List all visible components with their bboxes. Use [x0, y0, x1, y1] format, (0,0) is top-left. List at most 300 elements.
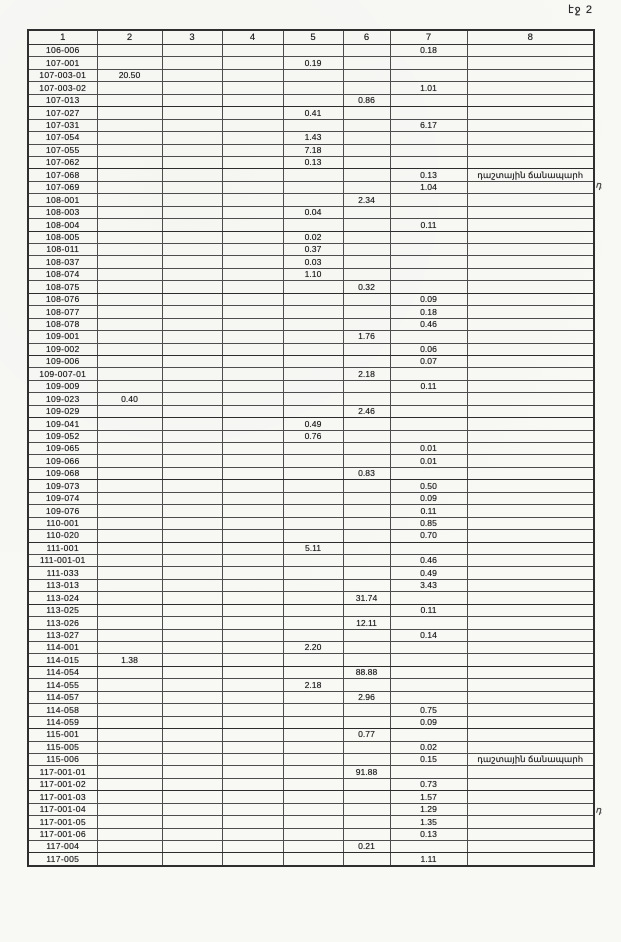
value-cell-col6	[343, 45, 390, 57]
value-cell-col6	[343, 318, 390, 330]
value-cell-col6	[343, 778, 390, 790]
value-cell-col7: 0.13	[390, 169, 467, 181]
value-cell-col5: 1.43	[283, 132, 343, 144]
value-cell-col6: 0.83	[343, 467, 390, 479]
value-cell-col3	[162, 679, 222, 691]
parcel-code: 109-066	[28, 455, 97, 467]
value-cell-col2	[97, 505, 162, 517]
value-cell-col6	[343, 181, 390, 193]
value-cell-col2	[97, 443, 162, 455]
value-cell-col7: 0.49	[390, 567, 467, 579]
value-cell-col6: 2.96	[343, 691, 390, 703]
table-row	[28, 455, 594, 467]
value-cell-col4	[222, 791, 283, 803]
value-cell-col3	[162, 144, 222, 156]
table-row	[28, 244, 594, 256]
parcel-code: 117-001-04	[28, 803, 97, 815]
value-cell-col6	[343, 418, 390, 430]
value-cell-col5	[283, 729, 343, 741]
value-cell-col5	[283, 716, 343, 728]
value-cell-col8	[467, 729, 594, 741]
value-cell-col6	[343, 505, 390, 517]
value-cell-col7	[390, 617, 467, 629]
value-cell-col6	[343, 144, 390, 156]
value-cell-col6	[343, 231, 390, 243]
value-cell-col3	[162, 691, 222, 703]
value-cell-col2	[97, 791, 162, 803]
parcel-code: 117-001-01	[28, 766, 97, 778]
value-cell-col4	[222, 480, 283, 492]
value-cell-col8	[467, 107, 594, 119]
value-cell-col8	[467, 156, 594, 168]
value-cell-col2	[97, 729, 162, 741]
value-cell-col6	[343, 629, 390, 641]
table-row	[28, 94, 594, 106]
value-cell-col8	[467, 355, 594, 367]
value-cell-col8	[467, 816, 594, 828]
table-row	[28, 355, 594, 367]
value-cell-col8	[467, 244, 594, 256]
value-cell-col8	[467, 828, 594, 840]
value-cell-col6	[343, 642, 390, 654]
value-cell-col8	[467, 82, 594, 94]
table-row	[28, 666, 594, 678]
value-cell-col7: 1.04	[390, 181, 467, 193]
value-cell-col5	[283, 443, 343, 455]
value-cell-col4	[222, 343, 283, 355]
value-cell-col5	[283, 480, 343, 492]
value-cell-col7: 0.07	[390, 355, 467, 367]
value-cell-col2	[97, 281, 162, 293]
table-row	[28, 393, 594, 405]
table-row	[28, 318, 594, 330]
table-row	[28, 144, 594, 156]
value-cell-col5: 0.19	[283, 57, 343, 69]
value-cell-col2	[97, 617, 162, 629]
value-cell-col7	[390, 331, 467, 343]
value-cell-col8	[467, 343, 594, 355]
value-cell-col4	[222, 206, 283, 218]
value-cell-col5: 0.41	[283, 107, 343, 119]
value-cell-col6	[343, 169, 390, 181]
value-cell-col6	[343, 268, 390, 280]
value-cell-col7	[390, 206, 467, 218]
value-cell-col5	[283, 69, 343, 81]
value-cell-col7	[390, 418, 467, 430]
value-cell-col8	[467, 505, 594, 517]
value-cell-col2	[97, 679, 162, 691]
table-row	[28, 119, 594, 131]
value-cell-col2	[97, 156, 162, 168]
value-cell-col4	[222, 107, 283, 119]
value-cell-col8	[467, 467, 594, 479]
value-cell-col6: 88.88	[343, 666, 390, 678]
value-cell-col7: 0.01	[390, 443, 467, 455]
value-cell-col4	[222, 554, 283, 566]
table-row	[28, 828, 594, 840]
value-cell-col4	[222, 741, 283, 753]
value-cell-col4	[222, 766, 283, 778]
parcel-code: 109-023	[28, 393, 97, 405]
value-cell-col8	[467, 679, 594, 691]
value-cell-col7: 0.11	[390, 604, 467, 616]
value-cell-col7: 6.17	[390, 119, 467, 131]
value-cell-col3	[162, 318, 222, 330]
value-cell-col6	[343, 256, 390, 268]
table-row	[28, 853, 594, 866]
value-cell-col4	[222, 82, 283, 94]
value-cell-col6	[343, 716, 390, 728]
value-cell-col3	[162, 355, 222, 367]
table-row	[28, 443, 594, 455]
value-cell-col8	[467, 604, 594, 616]
column-header-3: 3	[162, 30, 222, 45]
parcel-code: 108-005	[28, 231, 97, 243]
parcel-code: 109-007-01	[28, 368, 97, 380]
value-cell-col4	[222, 803, 283, 815]
table-row	[28, 741, 594, 753]
value-cell-col5: 0.03	[283, 256, 343, 268]
value-cell-col4	[222, 828, 283, 840]
value-cell-col5	[283, 579, 343, 591]
value-cell-col5	[283, 45, 343, 57]
table-row	[28, 729, 594, 741]
parcel-code: 107-054	[28, 132, 97, 144]
value-cell-col8	[467, 219, 594, 231]
value-cell-col6	[343, 679, 390, 691]
value-cell-col5: 1.10	[283, 268, 343, 280]
value-cell-col3	[162, 629, 222, 641]
table-row	[28, 704, 594, 716]
table-row	[28, 778, 594, 790]
value-cell-col5	[283, 380, 343, 392]
table-row	[28, 368, 594, 380]
value-cell-col2	[97, 567, 162, 579]
parcel-code: 109-076	[28, 505, 97, 517]
column-header-2: 2	[97, 30, 162, 45]
value-cell-col3	[162, 244, 222, 256]
value-cell-col3	[162, 45, 222, 57]
value-cell-col2	[97, 318, 162, 330]
value-cell-col6	[343, 132, 390, 144]
table-row	[28, 418, 594, 430]
value-cell-col4	[222, 542, 283, 554]
value-cell-col6	[343, 753, 390, 765]
value-cell-col4	[222, 579, 283, 591]
value-cell-col4	[222, 654, 283, 666]
parcel-code: 109-052	[28, 430, 97, 442]
parcel-code: 117-004	[28, 841, 97, 853]
table-row	[28, 256, 594, 268]
value-cell-col3	[162, 741, 222, 753]
table-row	[28, 82, 594, 94]
value-cell-col7: 0.13	[390, 828, 467, 840]
value-cell-col7: 0.75	[390, 704, 467, 716]
value-cell-col8	[467, 181, 594, 193]
value-cell-col2	[97, 418, 162, 430]
value-cell-col5: 2.18	[283, 679, 343, 691]
value-cell-col4	[222, 119, 283, 131]
value-cell-col3	[162, 505, 222, 517]
parcel-code: 109-073	[28, 480, 97, 492]
value-cell-col5	[283, 666, 343, 678]
value-cell-col4	[222, 144, 283, 156]
table-row	[28, 803, 594, 815]
value-cell-col4	[222, 132, 283, 144]
value-cell-col5	[283, 306, 343, 318]
parcel-code: 108-077	[28, 306, 97, 318]
value-cell-col8	[467, 405, 594, 417]
parcel-code: 107-055	[28, 144, 97, 156]
value-cell-col8	[467, 554, 594, 566]
value-cell-col5	[283, 791, 343, 803]
value-cell-col6	[343, 604, 390, 616]
value-cell-col8: դաշտային ճանապարհ	[467, 753, 594, 765]
value-cell-col8	[467, 57, 594, 69]
table-row	[28, 654, 594, 666]
value-cell-col4	[222, 853, 283, 866]
parcel-code: 114-058	[28, 704, 97, 716]
parcel-code: 117-001-03	[28, 791, 97, 803]
value-cell-col8	[467, 194, 594, 206]
value-cell-col4	[222, 642, 283, 654]
table-row	[28, 467, 594, 479]
value-cell-col6	[343, 443, 390, 455]
value-cell-col2	[97, 530, 162, 542]
value-cell-col7: 1.29	[390, 803, 467, 815]
value-cell-col2	[97, 219, 162, 231]
value-cell-col8	[467, 144, 594, 156]
value-cell-col4	[222, 443, 283, 455]
table-header-row	[28, 30, 594, 45]
parcel-code: 109-006	[28, 355, 97, 367]
parcel-code: 109-065	[28, 443, 97, 455]
value-cell-col6: 12.11	[343, 617, 390, 629]
value-cell-col3	[162, 716, 222, 728]
value-cell-col5	[283, 741, 343, 753]
value-cell-col7: 0.85	[390, 517, 467, 529]
value-cell-col8	[467, 530, 594, 542]
value-cell-col5: 0.49	[283, 418, 343, 430]
parcel-code: 107-027	[28, 107, 97, 119]
value-cell-col6	[343, 82, 390, 94]
value-cell-col7: 0.09	[390, 293, 467, 305]
value-cell-col3	[162, 841, 222, 853]
value-cell-col2	[97, 704, 162, 716]
value-cell-col8	[467, 418, 594, 430]
value-cell-col3	[162, 181, 222, 193]
value-cell-col8	[467, 393, 594, 405]
table-row	[28, 691, 594, 703]
value-cell-col4	[222, 592, 283, 604]
table-row	[28, 194, 594, 206]
value-cell-col2	[97, 293, 162, 305]
value-cell-col5	[283, 766, 343, 778]
value-cell-col7	[390, 666, 467, 678]
parcel-code: 111-033	[28, 567, 97, 579]
value-cell-col4	[222, 691, 283, 703]
table-row	[28, 57, 594, 69]
column-header-4: 4	[222, 30, 283, 45]
value-cell-col4	[222, 268, 283, 280]
value-cell-col2	[97, 629, 162, 641]
table-row	[28, 592, 594, 604]
value-cell-col5: 2.20	[283, 642, 343, 654]
value-cell-col6: 1.76	[343, 331, 390, 343]
table-row	[28, 629, 594, 641]
value-cell-col4	[222, 181, 283, 193]
value-cell-col7	[390, 107, 467, 119]
value-cell-col8	[467, 94, 594, 106]
value-cell-col5: 0.04	[283, 206, 343, 218]
value-cell-col6	[343, 57, 390, 69]
value-cell-col7: 0.14	[390, 629, 467, 641]
value-cell-col8	[467, 803, 594, 815]
table-row	[28, 579, 594, 591]
parcel-code: 107-069	[28, 181, 97, 193]
value-cell-col5	[283, 816, 343, 828]
value-cell-col6	[343, 542, 390, 554]
value-cell-col3	[162, 418, 222, 430]
value-cell-col7	[390, 430, 467, 442]
table-row	[28, 617, 594, 629]
value-cell-col5	[283, 405, 343, 417]
value-cell-col7	[390, 467, 467, 479]
parcel-code: 117-001-06	[28, 828, 97, 840]
parcel-code: 107-068	[28, 169, 97, 181]
value-cell-col5	[283, 604, 343, 616]
value-cell-col4	[222, 467, 283, 479]
value-cell-col3	[162, 156, 222, 168]
value-cell-col7: 1.35	[390, 816, 467, 828]
value-cell-col8	[467, 281, 594, 293]
value-cell-col6	[343, 244, 390, 256]
value-cell-col2	[97, 119, 162, 131]
value-cell-col6	[343, 430, 390, 442]
value-cell-col3	[162, 592, 222, 604]
value-cell-col3	[162, 430, 222, 442]
value-cell-col2	[97, 430, 162, 442]
parcel-code: 108-001	[28, 194, 97, 206]
table-row	[28, 219, 594, 231]
value-cell-col8	[467, 841, 594, 853]
value-cell-col2	[97, 841, 162, 853]
table-row	[28, 567, 594, 579]
table-row	[28, 306, 594, 318]
value-cell-col4	[222, 617, 283, 629]
value-cell-col7	[390, 679, 467, 691]
value-cell-col6	[343, 816, 390, 828]
value-cell-col3	[162, 492, 222, 504]
column-header-5: 5	[283, 30, 343, 45]
value-cell-col5	[283, 654, 343, 666]
value-cell-col7	[390, 729, 467, 741]
value-cell-col3	[162, 107, 222, 119]
value-cell-col8	[467, 704, 594, 716]
value-cell-col3	[162, 219, 222, 231]
parcel-code: 114-054	[28, 666, 97, 678]
value-cell-col4	[222, 256, 283, 268]
value-cell-col5	[283, 169, 343, 181]
value-cell-col8	[467, 132, 594, 144]
value-cell-col4	[222, 716, 283, 728]
value-cell-col5: 0.37	[283, 244, 343, 256]
table-row	[28, 604, 594, 616]
value-cell-col7	[390, 393, 467, 405]
value-cell-col5	[283, 517, 343, 529]
value-cell-col2	[97, 778, 162, 790]
value-cell-col4	[222, 629, 283, 641]
value-cell-col2	[97, 268, 162, 280]
value-cell-col7: 1.01	[390, 82, 467, 94]
table-row	[28, 554, 594, 566]
value-cell-col5	[283, 293, 343, 305]
value-cell-col2	[97, 306, 162, 318]
value-cell-col8	[467, 592, 594, 604]
page-number-label: էջ 2	[568, 4, 593, 16]
value-cell-col2	[97, 45, 162, 57]
table-row	[28, 343, 594, 355]
value-cell-col4	[222, 231, 283, 243]
parcel-code: 117-005	[28, 853, 97, 866]
value-cell-col2	[97, 604, 162, 616]
value-cell-col5	[283, 455, 343, 467]
value-cell-col8: դաշտային ճանապարհ	[467, 169, 594, 181]
value-cell-col5	[283, 119, 343, 131]
value-cell-col8	[467, 617, 594, 629]
value-cell-col3	[162, 554, 222, 566]
value-cell-col7	[390, 841, 467, 853]
value-cell-col5	[283, 281, 343, 293]
value-cell-col8	[467, 430, 594, 442]
value-cell-col7: 3.43	[390, 579, 467, 591]
value-cell-col3	[162, 132, 222, 144]
value-cell-col3	[162, 293, 222, 305]
handwritten-mark: դ	[594, 179, 604, 191]
parcel-code: 109-002	[28, 343, 97, 355]
value-cell-col5	[283, 629, 343, 641]
value-cell-col4	[222, 405, 283, 417]
value-cell-col6	[343, 517, 390, 529]
value-cell-col2	[97, 132, 162, 144]
value-cell-col3	[162, 853, 222, 866]
value-cell-col2	[97, 642, 162, 654]
table-row	[28, 293, 594, 305]
value-cell-col6	[343, 343, 390, 355]
value-cell-col4	[222, 753, 283, 765]
value-cell-col8	[467, 629, 594, 641]
table-row	[28, 380, 594, 392]
value-cell-col7: 0.11	[390, 380, 467, 392]
value-cell-col7	[390, 766, 467, 778]
value-cell-col6: 0.21	[343, 841, 390, 853]
value-cell-col8	[467, 231, 594, 243]
table-row	[28, 45, 594, 57]
value-cell-col8	[467, 306, 594, 318]
value-cell-col6	[343, 654, 390, 666]
value-cell-col4	[222, 94, 283, 106]
value-cell-col4	[222, 778, 283, 790]
parcel-code: 114-001	[28, 642, 97, 654]
value-cell-col3	[162, 169, 222, 181]
value-cell-col8	[467, 268, 594, 280]
table-row	[28, 169, 594, 181]
value-cell-col6: 2.46	[343, 405, 390, 417]
parcel-code: 111-001-01	[28, 554, 97, 566]
value-cell-col8	[467, 293, 594, 305]
value-cell-col7	[390, 244, 467, 256]
value-cell-col7: 0.06	[390, 343, 467, 355]
